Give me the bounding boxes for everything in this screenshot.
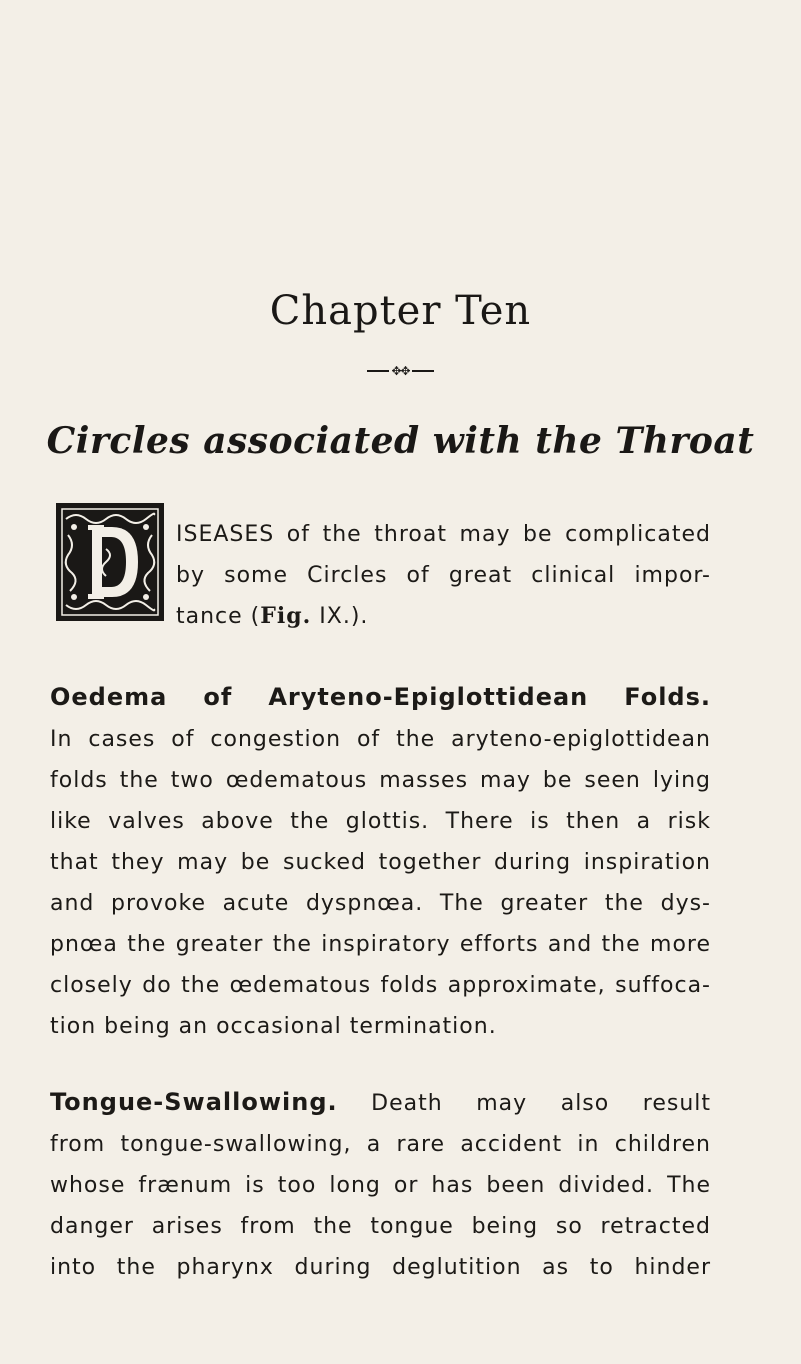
section-tongue-swallowing xyxy=(50,1082,711,1288)
intro-line: tance (Fig. IX.). xyxy=(176,603,369,629)
section-oedema xyxy=(50,677,711,1047)
intro-line: by some Circles of great clinical impor- xyxy=(176,563,711,588)
section-line: that they may be sucked together during inspiration xyxy=(50,850,711,875)
section-line: and provoke acute dyspnœa. The greater the dys- xyxy=(50,891,711,916)
section-line: folds the two œdematous masses may be seen lying xyxy=(50,768,711,793)
section-line: into the pharynx during deglutition as to hinder xyxy=(50,1255,711,1280)
decorative-initial-d-icon xyxy=(56,503,164,621)
section-line: closely do the œdematous folds approximate, suffoca- xyxy=(50,973,711,998)
figure-reference: Fig. xyxy=(260,603,312,629)
ornament-divider: ✥✥ xyxy=(0,364,801,378)
section-line: tion being an occasional termination. xyxy=(50,1014,497,1039)
section-line: like valves above the glottis. There is then a risk xyxy=(50,809,711,834)
chapter-subtitle: Circles associated with the Throat xyxy=(46,420,755,462)
section-heading-line: Tongue-Swallowing. Death may also result xyxy=(50,1088,711,1116)
intro-paragraph xyxy=(176,514,711,637)
section-line: In cases of congestion of the aryteno-epiglottidean xyxy=(50,727,711,752)
intro-line: ISEASES of the throat may be complicated xyxy=(176,522,711,547)
section-heading: Tongue-Swallowing. xyxy=(50,1088,338,1116)
section-line: danger arises from the tongue being so retracted xyxy=(50,1214,711,1239)
section-heading-line xyxy=(50,677,711,719)
section-heading: Oedema of Aryteno-Epiglottidean Folds. xyxy=(50,683,711,711)
section-line: from tongue-swallowing, a rare accident in children xyxy=(50,1132,711,1157)
chapter-title: Chapter Ten xyxy=(269,288,532,334)
section-line: whose frænum is too long or has been divided. The xyxy=(50,1173,711,1198)
section-line: pnœa the greater the inspiratory efforts and the more xyxy=(50,932,711,957)
